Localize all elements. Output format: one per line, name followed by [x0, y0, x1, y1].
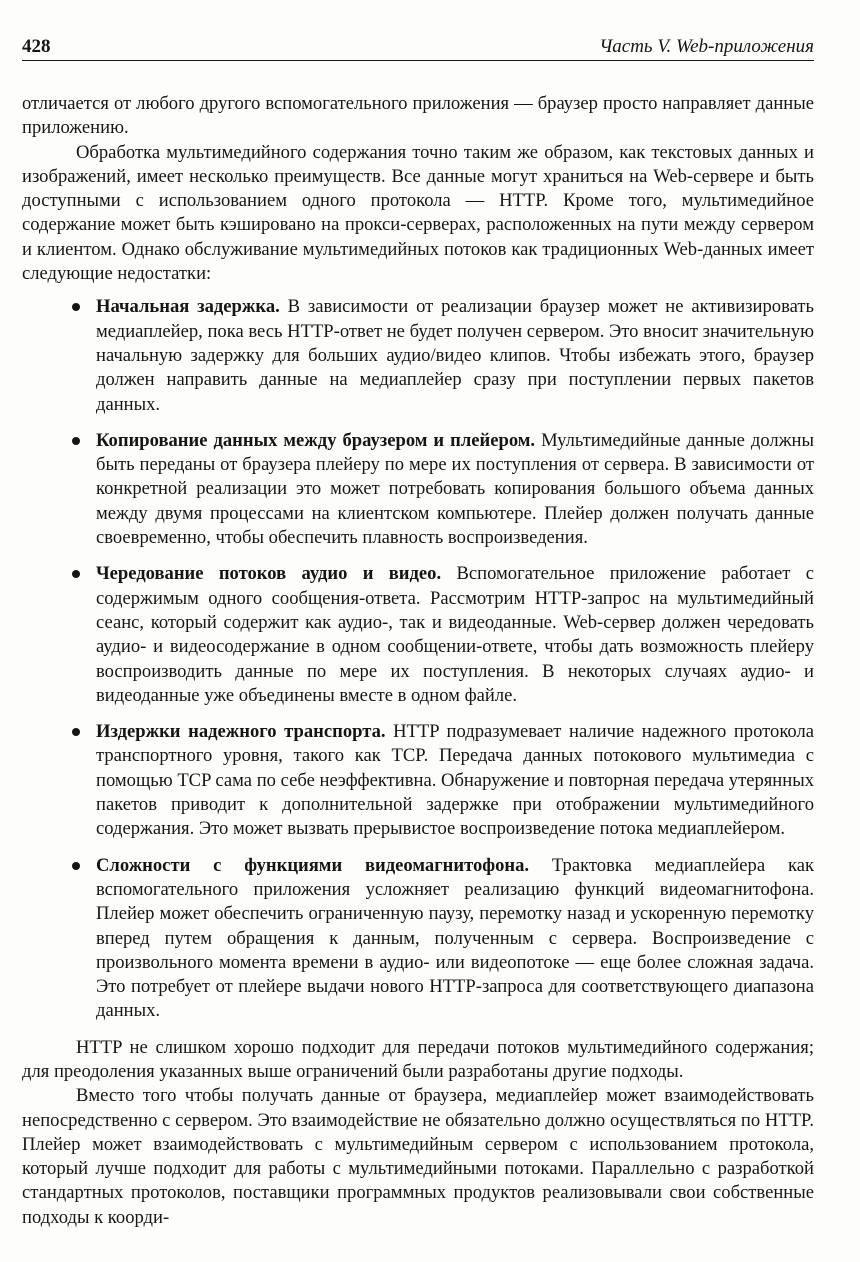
paragraph-direct-server: Вместо того чтобы получать данные от браузера, медиаплейер может взаимодействовать непосредственно с сервером. Это взаимодействие не обязательно должно осуществляться по HTTP. Плейер может взаимодействовать с мультимедийным сервером с использованием протокола, который лучше подходит для работы с мультимедийными потоками. Параллельно с разработкой стандартных протоколов, поставщики программных продуктов реализовывали свои собственные подходы к коорди-: [22, 1085, 814, 1228]
paragraph-http-limitations: HTTP не слишком хорошо подходит для передачи потоков мультимедийного содержания; для преодоления указанных выше ограничений были разработаны другие подходы.: [22, 1036, 814, 1082]
list-item-text: Мультимедийные данные должны быть переданы от браузера плейеру по мере их поступления от сервера. В зависимости от конкретной реализации это может потребовать копирования большого объема данных между двумя процессами на клиентском компьютере. Плейер должен получать данные своевременно, чтобы обеспечить плавность воспроизведения.: [96, 429, 814, 549]
list-item-text: В зависимости от реализации браузер может не активизировать медиаплейер, пока весь HTTP-ответ не будет получен сервером. Это вносит значительную начальную задержку для больших аудио/видео клипов. Чтобы избежать этого, браузер должен направить данные на медиаплейер сразу при поступлении первых пакетов данных.: [96, 296, 814, 415]
list-item: [22, 295, 814, 416]
list-item-term: Издержки надежного транспорта.: [96, 721, 386, 743]
bullet-icon: [72, 570, 80, 578]
list-item-term: Начальная задержка.: [96, 296, 280, 318]
bullet-icon: [72, 728, 80, 736]
list-item: [22, 429, 814, 550]
list-item: [22, 720, 814, 841]
list-item-term: Чередование потоков аудио и видео.: [96, 563, 442, 585]
paragraph-continued: отличается от любого другого вспомогательного приложения — браузер просто направляет данные приложению.: [22, 93, 814, 139]
list-item-term: Копирование данных между браузером и плейером.: [96, 429, 536, 451]
list-item-text: Трактовка медиаплейера как вспомогательного приложения усложняет реализацию функций видеомагнитофона. Плейер может обеспечить ограниченную паузу, перемотку назад и ускоренную перемотку вперед путем обращения к данным, полученным с сервера. Воспроизведение с произвольного момента времени в аудио- или видеопотоке — еще более сложная задача. Это потребует от плейере выдачи нового HTTP-запроса для соответствующего диапазона данных.: [96, 854, 814, 1022]
bullet-icon: [72, 862, 80, 870]
running-head: Часть V. Web-приложения: [599, 36, 814, 57]
list-item: [22, 854, 814, 1024]
list-item-term: Сложности с функциями видеомагнитофона.: [96, 854, 530, 876]
drawbacks-list: [22, 295, 814, 1023]
list-item: [22, 562, 814, 708]
bullet-icon: [72, 303, 80, 311]
paragraph-multimedia-handling: Обработка мультимедийного содержания точно таким же образом, как текстовых данных и изображений, имеет несколько преимуществ. Все данные могут храниться на Web-сервере и быть доступными с использованием одного протокола — HTTP. Кроме того, мультимедийное содержание может быть кэшировано на прокси-серверах, расположенных на пути между сервером и клиентом. Однако обслуживание мультимедийных потоков как традиционных Web-данных имеет следующие недостатки:: [22, 141, 814, 285]
list-item-text: HTTP подразумевает наличие надежного протокола транспортного уровня, такого как TCP. Передача данных потокового мультимедиа с помощью TCP сама по себе неэффективна. Обнаружение и повторная передача утерянных пакетов приводит к дополнительной задержке при отображении мультимедийного содержания. Это может вызвать прерывистое воспроизведение потока медиаплейером.: [96, 721, 814, 840]
page-body: [22, 92, 814, 1230]
page-header: [22, 34, 814, 61]
page-number: 428: [22, 36, 51, 57]
list-item-text: Вспомогательное приложение работает с содержимым одного сообщения-ответа. Рассмотрим HTTP-запрос на мультимедийный сеанс, который содержит как аудио-, так и видеоданные. Web-сервер должен чередовать аудио- и видеосодержание в одном сообщении-ответе, чтобы дать возможность плейеру воспроизводить данные по мере их поступления. В некоторых случаях аудио- и видеоданные уже объединены вместе в одном файле.: [96, 563, 815, 706]
bullet-icon: [72, 437, 80, 445]
